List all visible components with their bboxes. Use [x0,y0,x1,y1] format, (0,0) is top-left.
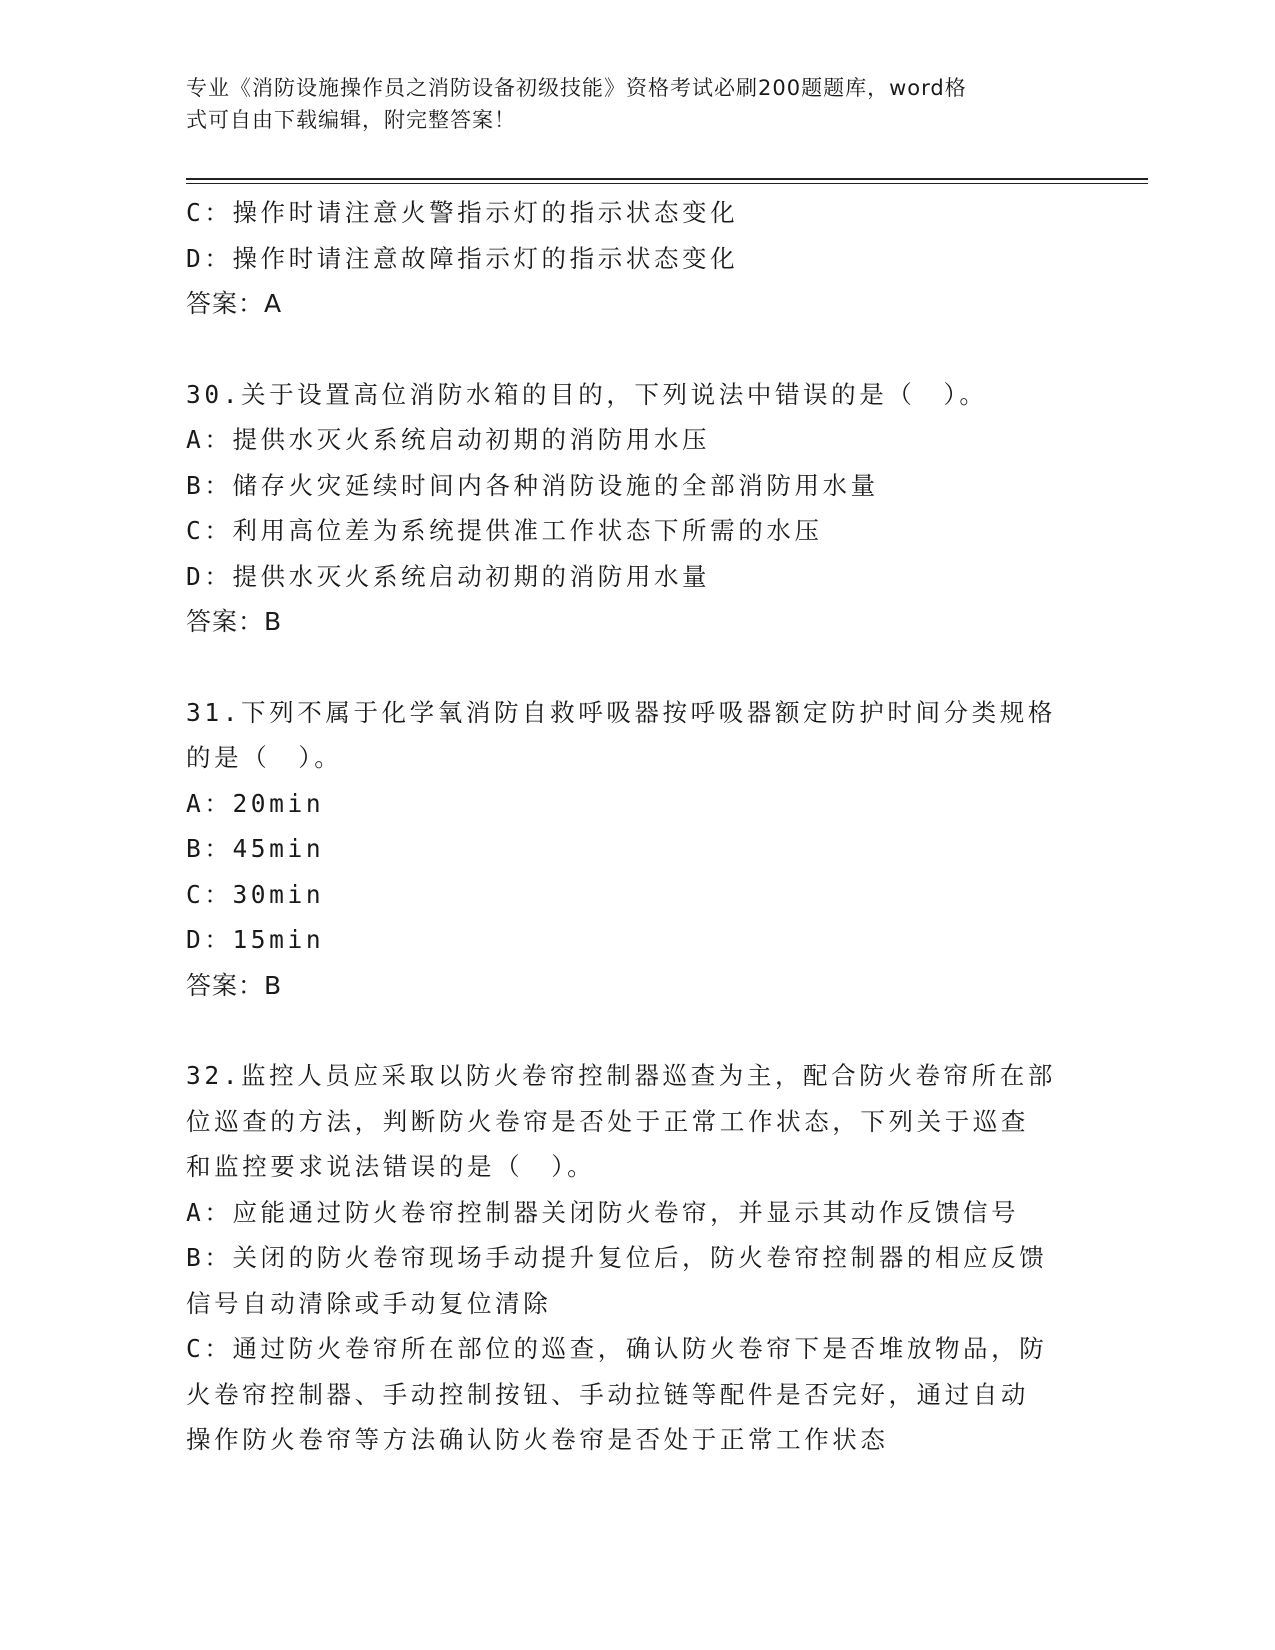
question-text: 30.关于设置高位消防水箱的目的，下列说法中错误的是（ ）。 [186,379,988,409]
spacer [186,645,1086,690]
question-text: 位巡查的方法，判断防火卷帘是否处于正常工作状态，下列关于巡查 [186,1106,1029,1136]
question-text: 的是（ ）。 [186,743,343,772]
option-a: A：20min [186,788,325,818]
question-30 [186,372,1086,645]
question-32 [186,1053,1086,1463]
header-divider-thin [186,183,1148,184]
option-b: B：45min [186,834,325,863]
option-a: A：提供水灭火系统启动初期的消防用水压 [186,425,711,454]
option-d: D：操作时请注意故障指示灯的指示状态变化 [186,243,739,273]
document-body [186,190,1086,1463]
option-b-cont: 信号自动清除或手动复位清除 [186,1288,552,1318]
header-line-2: 式可自由下载编辑，附完整答案！ [186,108,516,132]
question-text: 32.监控人员应采取以防火卷帘控制器巡查为主，配合防火卷帘所在部 [186,1061,1056,1090]
spacer [186,1008,1086,1053]
option-c: C：利用高位差为系统提供准工作状态下所需的水压 [186,516,823,545]
option-b: B：关闭的防火卷帘现场手动提升复位后，防火卷帘控制器的相应反馈 [186,1243,1048,1272]
answer: 答案：A [186,289,283,318]
option-c-cont: 火卷帘控制器、手动控制按钮、手动拉链等配件是否完好，通过自动 [186,1379,1029,1409]
answer: 答案：B [186,607,283,636]
question-text: 和监控要求说法错误的是（ ）。 [186,1152,596,1181]
question-31 [186,690,1086,1009]
option-c: C：30min [186,879,325,909]
option-c: C：通过防火卷帘所在部位的巡查，确认防火卷帘下是否堆放物品，防 [186,1334,1048,1363]
option-c: C：操作时请注意火警指示灯的指示状态变化 [186,198,739,227]
header-divider [186,178,1148,180]
spacer [186,327,1086,372]
option-b: B：储存火灾延续时间内各种消防设施的全部消防用水量 [186,470,879,500]
option-d: D：15min [186,925,325,954]
question-text: 31.下列不属于化学氧消防自救呼吸器按呼吸器额定防护时间分类规格 [186,697,1056,727]
document-header [186,72,1066,136]
option-a: A：应能通过防火卷帘控制器关闭防火卷帘，并显示其动作反馈信号 [186,1197,1020,1227]
option-c-cont: 操作防火卷帘等方法确认防火卷帘是否处于正常工作状态 [186,1425,889,1454]
header-line-1: 专业《消防设施操作员之消防设备初级技能》资格考试必刷200题题库，word格 [186,76,967,100]
partial-question [186,190,1086,327]
option-d: D：提供水灭火系统启动初期的消防用水量 [186,561,711,591]
answer: 答案：B [186,970,283,1000]
